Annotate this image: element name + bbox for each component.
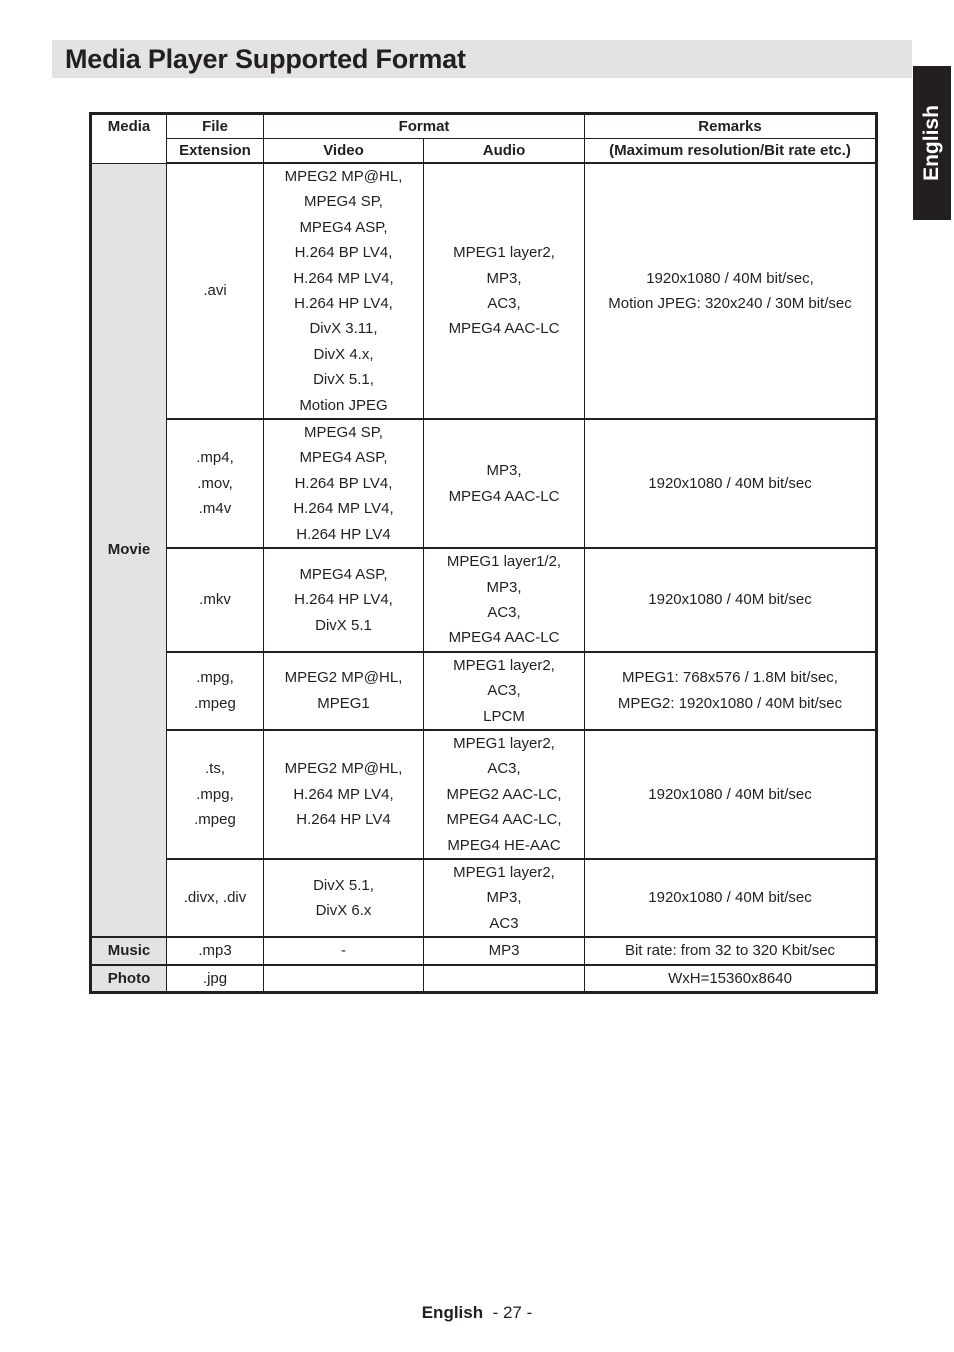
remarks-cell-line: MPEG1: 768x576 / 1.8M bit/sec, bbox=[622, 669, 838, 687]
video-cell-line: MPEG4 ASP, bbox=[299, 449, 388, 467]
table-row-music bbox=[91, 937, 877, 964]
header-format: Format bbox=[264, 114, 585, 139]
video-cell-line: DivX 6.x bbox=[315, 902, 372, 920]
video-cell-line: DivX 5.1, bbox=[313, 876, 374, 894]
audio-cell-line: MP3, bbox=[486, 578, 522, 596]
remarks-cell bbox=[585, 652, 877, 730]
table-row bbox=[91, 859, 877, 937]
audio-cell-line: MPEG1 layer2, bbox=[453, 656, 555, 674]
video-cell-line: MPEG4 SP, bbox=[304, 193, 383, 211]
table-row bbox=[91, 548, 877, 652]
audio-cell bbox=[424, 548, 585, 652]
audio-cell-line: MP3, bbox=[486, 462, 522, 480]
video-cell-line: MPEG4 SP, bbox=[304, 424, 383, 442]
remarks-cell bbox=[585, 730, 877, 859]
audio-cell bbox=[424, 163, 585, 419]
extension-cell-line: .mkv bbox=[199, 591, 231, 609]
header-media: Media bbox=[91, 114, 167, 164]
extension-cell bbox=[167, 548, 264, 652]
video-cell-line: H.264 HP LV4, bbox=[294, 295, 393, 313]
audio-cell bbox=[424, 859, 585, 937]
extension-cell-line: .avi bbox=[203, 282, 227, 300]
video-cell-line: H.264 BP LV4, bbox=[294, 244, 393, 262]
video-cell bbox=[264, 419, 424, 548]
title-bar bbox=[52, 40, 912, 78]
extension-cell bbox=[167, 730, 264, 859]
extension-cell-line: .mov, bbox=[197, 474, 233, 492]
video-cell-line: MPEG4 ASP, bbox=[299, 218, 388, 236]
audio-cell-line: MP3, bbox=[486, 889, 522, 907]
table-row-photo bbox=[91, 965, 877, 993]
video-cell bbox=[264, 859, 424, 937]
media-cell-movie: Movie bbox=[91, 163, 167, 937]
music-audio-cell: MP3 bbox=[424, 937, 585, 964]
remarks-cell-line: Motion JPEG: 320x240 / 30M bit/sec bbox=[608, 295, 852, 313]
page-number: - 27 - bbox=[492, 1303, 533, 1322]
video-cell-line: H.264 MP LV4, bbox=[293, 785, 394, 803]
video-cell bbox=[264, 652, 424, 730]
extension-cell-line: .ts, bbox=[204, 760, 225, 778]
header-audio: Audio bbox=[424, 139, 585, 164]
extension-cell bbox=[167, 652, 264, 730]
music-remarks-cell: Bit rate: from 32 to 320 Kbit/sec bbox=[585, 937, 877, 964]
music-media-cell: Music bbox=[91, 937, 167, 964]
footer-language: English bbox=[421, 1303, 484, 1322]
extension-cell-line: .divx, .div bbox=[183, 889, 247, 907]
video-cell-line: DivX 5.1 bbox=[315, 616, 372, 634]
video-cell bbox=[264, 548, 424, 652]
extension-cell-line: .mpeg bbox=[194, 811, 236, 829]
audio-cell bbox=[424, 652, 585, 730]
audio-cell-line: MPEG4 AAC-LC bbox=[448, 629, 560, 647]
audio-cell-line: MPEG1 layer2, bbox=[453, 863, 555, 881]
language-side-tab bbox=[913, 66, 951, 220]
audio-cell-line: AC3 bbox=[489, 914, 519, 932]
remarks-cell-line: 1920x1080 / 40M bit/sec bbox=[648, 591, 812, 609]
audio-cell bbox=[424, 730, 585, 859]
audio-cell-line: MPEG4 HE-AAC bbox=[447, 836, 561, 854]
remarks-cell-line: 1920x1080 / 40M bit/sec bbox=[648, 785, 812, 803]
audio-cell-line: MPEG2 AAC-LC, bbox=[446, 785, 562, 803]
remarks-cell-line: MPEG2: 1920x1080 / 40M bit/sec bbox=[617, 694, 843, 712]
photo-audio-cell bbox=[424, 965, 585, 993]
audio-cell-line: MPEG4 AAC-LC bbox=[448, 320, 560, 338]
header-remarks: Remarks bbox=[585, 114, 877, 139]
video-cell-line: DivX 5.1, bbox=[313, 371, 374, 389]
header-remarks-sub: (Maximum resolution/Bit rate etc.) bbox=[585, 139, 877, 164]
audio-cell-line: MPEG1 layer2, bbox=[453, 244, 555, 262]
language-side-tab-label: English bbox=[920, 105, 943, 181]
remarks-cell bbox=[585, 163, 877, 419]
extension-cell-line: .m4v bbox=[198, 500, 232, 518]
video-cell-line: Motion JPEG bbox=[299, 396, 388, 414]
video-cell-line: H.264 HP LV4, bbox=[294, 591, 393, 609]
table-row bbox=[91, 652, 877, 730]
video-cell-line: H.264 HP LV4 bbox=[296, 811, 391, 829]
remarks-cell-line: 1920x1080 / 40M bit/sec bbox=[648, 889, 812, 907]
photo-ext-cell: .jpg bbox=[167, 965, 264, 993]
video-cell-line: H.264 HP LV4 bbox=[296, 525, 391, 543]
video-cell-line: H.264 MP LV4, bbox=[293, 500, 394, 518]
photo-remarks-cell: WxH=15360x8640 bbox=[585, 965, 877, 993]
video-cell bbox=[264, 730, 424, 859]
music-ext-cell: .mp3 bbox=[167, 937, 264, 964]
video-cell-line: MPEG4 ASP, bbox=[299, 565, 388, 583]
header-extension: Extension bbox=[167, 139, 264, 164]
video-cell-line: MPEG1 bbox=[317, 694, 370, 712]
header-row-2 bbox=[91, 139, 877, 164]
audio-cell-line: AC3, bbox=[487, 760, 521, 778]
video-cell-line: H.264 MP LV4, bbox=[293, 269, 394, 287]
audio-cell-line: LPCM bbox=[483, 707, 525, 725]
video-cell-line: H.264 BP LV4, bbox=[294, 474, 393, 492]
video-cell-line: DivX 4.x, bbox=[313, 345, 374, 363]
audio-cell-line: AC3, bbox=[487, 603, 521, 621]
remarks-cell-line: 1920x1080 / 40M bit/sec, bbox=[646, 269, 814, 287]
audio-cell-line: MPEG4 AAC-LC bbox=[448, 487, 560, 505]
video-cell bbox=[264, 163, 424, 419]
extension-cell bbox=[167, 419, 264, 548]
video-cell-line: MPEG2 MP@HL, bbox=[284, 168, 403, 185]
header-row-1 bbox=[91, 114, 877, 139]
extension-cell-line: .mpg, bbox=[196, 785, 234, 803]
table-row bbox=[91, 419, 877, 548]
table-row bbox=[91, 730, 877, 859]
audio-cell bbox=[424, 419, 585, 548]
video-cell-line: DivX 3.11, bbox=[309, 320, 378, 338]
remarks-cell bbox=[585, 859, 877, 937]
music-video-cell: - bbox=[264, 937, 424, 964]
remarks-cell bbox=[585, 419, 877, 548]
format-table-body bbox=[91, 163, 877, 993]
extension-cell-line: .mpeg bbox=[194, 694, 236, 712]
audio-cell-line: AC3, bbox=[487, 295, 521, 313]
audio-cell-line: AC3, bbox=[487, 682, 521, 700]
page-footer bbox=[0, 1303, 954, 1323]
supported-format-table bbox=[89, 112, 878, 994]
remarks-cell bbox=[585, 548, 877, 652]
extension-cell-line: .mp4, bbox=[196, 449, 234, 467]
table-row bbox=[91, 163, 877, 419]
audio-cell-line: MPEG1 layer2, bbox=[453, 734, 555, 752]
photo-video-cell bbox=[264, 965, 424, 993]
header-file: File bbox=[167, 114, 264, 139]
audio-cell-line: MP3, bbox=[486, 269, 522, 287]
photo-media-cell: Photo bbox=[91, 965, 167, 993]
audio-cell-line: MPEG4 AAC-LC, bbox=[446, 811, 562, 829]
video-cell-line: MPEG2 MP@HL, bbox=[284, 669, 403, 687]
extension-cell bbox=[167, 163, 264, 419]
extension-cell bbox=[167, 859, 264, 937]
extension-cell-line: .mpg, bbox=[196, 669, 234, 687]
audio-cell-line: MPEG1 layer1/2, bbox=[446, 553, 562, 571]
page-title: Media Player Supported Format bbox=[65, 44, 466, 74]
remarks-cell-line: 1920x1080 / 40M bit/sec bbox=[648, 474, 812, 492]
video-cell-line: MPEG2 MP@HL, bbox=[284, 760, 403, 778]
header-video: Video bbox=[264, 139, 424, 164]
